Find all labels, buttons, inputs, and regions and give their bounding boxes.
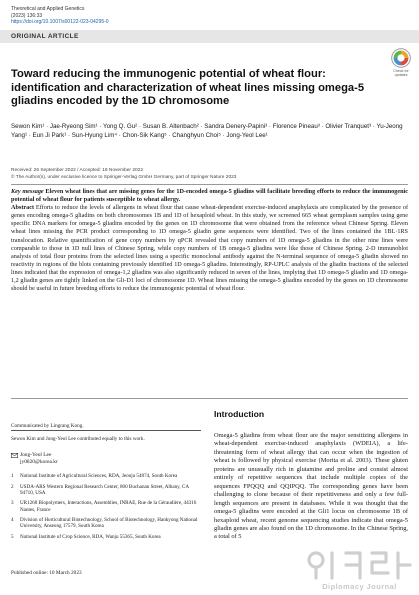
abstract-bottom-rule	[11, 398, 408, 399]
abstract-body	[11, 204, 408, 293]
journal-citation: (2023) 136:33	[11, 12, 43, 19]
author-list: Sewon Kim¹ · Jae-Ryeong Sim¹ · Yong Q. Gu² · Susan B. Altenbach² · Sandra Denery-Papini³ · Florence Pineau³ · Olivier Tranquet³ · Yu-Jeong Yang¹ · Eun Ji Park¹ · Sun-Hyung Lim⁴ · Chon-Sik Kang⁵ · Changhyun Choi⁵ · Jong-Yeol Lee¹	[11, 123, 403, 139]
affiliation-item: 2 USDA-ARS Western Regional Research Center, 800 Buchanan Street, Albany, CA 94710, USA	[11, 483, 189, 496]
affiliation-item: 5 National Institute of Crop Science, RDA, Wanju 55365, South Korea	[11, 534, 161, 541]
envelope-icon	[11, 453, 18, 458]
abstract-block	[11, 188, 408, 293]
communicated-by: Communicated by Lingrang Kong.	[11, 423, 84, 429]
equal-contribution-note: Sewon Kim and Jong-Yeol Lee contributed equally to this work.	[11, 436, 145, 442]
crossmark-caption: Check for updates	[393, 69, 409, 77]
affiliation-item: 1 National Institute of Agricultural Sciences, RDA, Jeonju 54874, South Korea	[11, 473, 178, 479]
journal-name: Theoretical and Applied Genetics	[11, 6, 85, 12]
article-type-label: ORIGINAL ARTICLE	[11, 33, 79, 40]
article-type-banner	[0, 30, 419, 43]
article-title: Toward reducing the immunogenic potential of wheat flour: identification and characterization of wheat lines missing omega-5 gliadins encoded by the 1D chromosome	[11, 68, 365, 107]
footnote-rule	[11, 430, 201, 431]
abstract-top-rule	[11, 184, 408, 185]
watermark-emblem-icon	[302, 548, 417, 582]
corresponding-author-email[interactable]: jy0820@korea.kr	[20, 459, 58, 465]
key-message-label: Key message	[11, 188, 44, 195]
introduction-text: Omega-5 gliadins from wheat flour are the major sensitizing allergens in wheat-dependent exercise-induced anaphylaxis (WDEIA), a life-threatening form of wheat allergy that can occur when the ingestion of wheat is followed by physical exercise (Morita et al. 2003). These gluten proteins are unusually rich in glutamine and proline and consist almost entirely of repetitive sequences that include multiple copies of the sequences FPQQQ and QQIPQQ. The corresponding genes have been challenging to clone because of their repetitiveness and only a few full-length sequences are present in databases. While it was thought that the omega-5 gliadins were encoded at the Gli1 locus on chromosome 1B of hexaploid wheat, recent genome sequencing studies indicate that omega-5 gliadin genes are also found on the 1D chromosome. In the Chinese Spring, a total of 5	[214, 432, 408, 541]
journal-header	[11, 6, 109, 26]
published-online-date: Published online: 10 March 2023	[11, 570, 82, 576]
received-accepted-dates: Received: 26 September 2022 / Accepted: 18 November 2022	[11, 168, 143, 173]
copyright-line: © The Author(s), under exclusive licence to Springer-Verlag GmbH Germany, part of Springer Nature 2023	[11, 174, 237, 180]
corresponding-author-name: Jong-Yeol Lee	[20, 452, 52, 458]
affiliation-item: 4 Division of Horticultural Biotechnology, School of Biotechnology, Hankyong National University, Anseong 17579, South Korea	[11, 517, 198, 530]
key-message-text: Eleven wheat lines that are missing genes for the 1D-encoded omega-5 gliadins will facilitate breeding efforts to reduce the immunogenic potential of wheat flour for patients susceptible to wheat allergy.	[11, 188, 408, 204]
affiliation-item: 3 UR1268 Biopolymers, Interactions, Assemblies, INRAE, Rue de la Géraudière, 44316 Nantes, France	[11, 500, 197, 513]
abstract-label: Abstract	[11, 204, 35, 212]
watermark-logo	[302, 548, 417, 594]
watermark-brand-text: Diplomacy Journal	[322, 582, 397, 591]
journal-doi[interactable]: https://doi.org/10.1007/s00122-023-04295-0	[11, 19, 109, 25]
crossmark-icon[interactable]	[391, 48, 411, 68]
affiliation-list	[11, 473, 201, 545]
key-message	[11, 188, 408, 204]
abstract-text: Efforts to reduce the levels of allergens in wheat flour that cause wheat-dependent exercise-induced anaphylaxis are complicated by the presence of genes encoding omega-5 gliadins on both chromosomes 1B and 1D of hexaploid wheat. In this study, we screened 665 wheat germplasm samples using gene specific DNA markers for omega-5 gliadins encoded by the genes on 1D chromosome that were obtained from the reference wheat Chinese Spring. Eleven wheat lines missing the PCR product corresponding to 1D omega-5 gliadin gene sequences were identified. Two of the lines contained the 1BL·1RS translocation. Relative quantification of gene copy numbers by qPCR revealed that copy numbers of 1D omega-5 gliadins in the other nine lines were comparable to those in 1D null lines of Chinese Spring, while copy numbers of 1B omega-5 gliadins were like those of Chinese Spring. 2-D immunoblot analysis of total flour proteins from the selected lines using a specific monoclonal antibody against the N-terminal sequence of omega-5 gliadin showed no reactivity in regions of the blots containing previously identified 1D omega-5 gliadins. Interestingly, RP-UPLC analysis of the gliadin fractions of the selected lines indicated that the expression of omega-1,2 gliadins was also significantly reduced in seven of the lines, implying that 1D omega-5 gliadin and 1D omega-1,2 gliadin genes are tightly linked on the Gli-D1 loci of chromosome 1D. Wheat lines missing the omega-5 gliadins encoded by the genes on 1D chromosome should be useful in future breeding efforts to reduce the immunogenic potential of wheat flour.	[11, 204, 409, 293]
introduction-heading: Introduction	[214, 409, 265, 419]
article-dates	[11, 168, 406, 181]
